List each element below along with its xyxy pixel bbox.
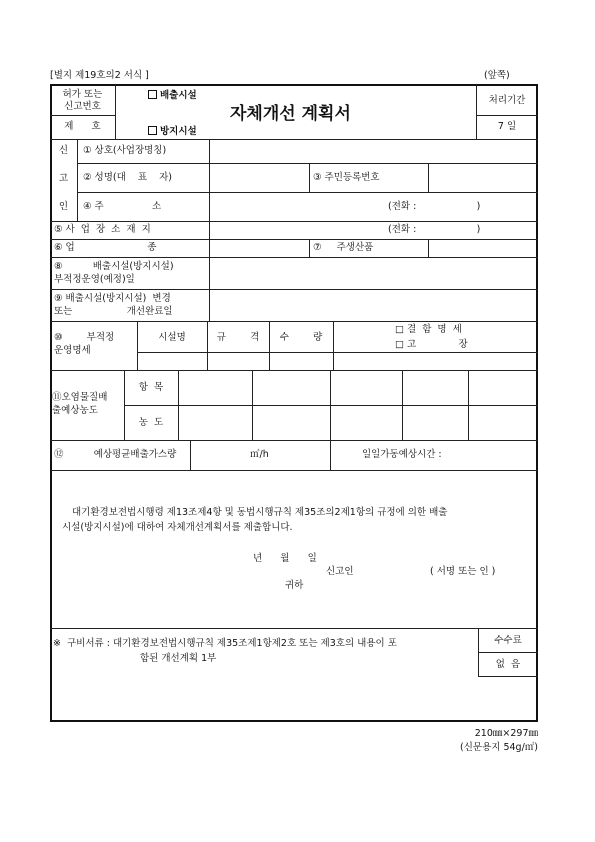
divider: [333, 321, 334, 370]
divider: [428, 239, 429, 257]
declaration-text: 대기환경보전법시행령 제13조제4항 및 동법시행규칙 제35조의2제1항의 규정에 의한 배출: [72, 507, 448, 518]
divider: [178, 370, 179, 440]
divider: [50, 221, 538, 222]
change-completion-label: ⑨ 배출시설(방지시설) 변경: [54, 293, 171, 304]
representative-name-label: ② 성명(대 표 자): [83, 172, 172, 183]
divider: [209, 257, 210, 321]
permit-label: 신고번호: [64, 101, 101, 112]
site-location-label: ⑤ 사 업 장 소 재 지: [54, 224, 151, 235]
breakdown-option[interactable]: □ 고 장: [395, 339, 468, 350]
divider: [50, 470, 538, 471]
document-title: 자체개선 계획서: [230, 104, 351, 124]
quantity-header: 수 량: [279, 332, 323, 343]
divider: [252, 370, 253, 440]
applicant-side-label: 고: [58, 173, 69, 184]
divider: [330, 370, 331, 440]
paper-spec: (신문용지 54g/㎡): [460, 742, 538, 753]
divider: [309, 239, 310, 257]
defect-detail-option[interactable]: □ 결 함 명 세: [395, 324, 462, 335]
pollutant-concentration-row-label: 농 도: [138, 417, 164, 428]
divider: [478, 676, 538, 677]
change-completion-label: 또는 개선완료일: [54, 306, 173, 317]
recipient-label: 귀하: [285, 580, 304, 591]
resident-number-label: ③ 주민등록번호: [313, 172, 380, 183]
divider: [468, 370, 469, 440]
form-reference: [별지 제19호의2 서식 ]: [50, 70, 149, 81]
processing-period-value: 7 일: [497, 121, 517, 132]
paper-size: 210㎜×297㎜: [474, 728, 538, 739]
divider: [137, 352, 538, 353]
pollutant-concentration-label: 출예상농도: [52, 405, 98, 416]
fee-label: 수수료: [494, 635, 522, 646]
company-name-label: ① 상호(사업장명칭): [83, 145, 167, 156]
signature-label: ( 서명 또는 인 ): [430, 566, 496, 577]
exhaust-gas-volume-label: ⑫ 예상평균배출가스량: [54, 449, 177, 460]
applicant-phone: (전화 : ): [388, 201, 481, 212]
industry-label: ⑥ 업 종: [54, 242, 157, 253]
divider: [77, 163, 538, 164]
divider: [50, 115, 115, 116]
declaration-text: 시설(방지시설)에 대하여 자체개선계획서를 제출합니다.: [62, 522, 293, 533]
applicant-side-label: 인: [58, 201, 69, 212]
divider: [50, 239, 538, 240]
improper-operation-label: ⑧ 배출시설(방지시설): [54, 261, 174, 272]
divider: [50, 289, 538, 290]
improper-operation-detail-label: ⑩ 부적정: [54, 332, 115, 343]
divider: [478, 652, 538, 653]
required-documents: 함된 개선계획 1부: [140, 653, 217, 664]
improper-operation-label: 부적정운영(예정)일: [54, 274, 135, 285]
divider: [50, 440, 538, 441]
processing-period-label: 처리기간: [488, 95, 526, 106]
divider: [309, 163, 310, 192]
divider: [207, 321, 208, 370]
divider: [190, 440, 191, 470]
daily-operation-hours-label: 일일가동예상시간 :: [362, 449, 442, 460]
pollutant-item-label: 항 목: [138, 382, 164, 393]
main-product-label: ⑦ 주생산품: [313, 242, 374, 253]
divider: [209, 139, 210, 257]
divider: [77, 192, 538, 193]
divider: [50, 628, 538, 629]
checkbox[interactable]: [148, 90, 157, 99]
divider: [428, 163, 429, 192]
permit-number: 제 호: [64, 121, 101, 132]
divider: [115, 84, 116, 139]
date-field: 년 월 일: [253, 553, 317, 564]
option-emission-facility[interactable]: [148, 90, 197, 101]
facility-name-header: 시설명: [158, 332, 186, 343]
gas-unit: ㎥/h: [250, 449, 269, 460]
divider: [50, 321, 538, 322]
divider: [476, 115, 538, 116]
applicant-side-label: 신: [58, 145, 69, 156]
page-side-label: (앞쪽): [484, 70, 510, 81]
divider: [330, 440, 331, 470]
pollutant-concentration-label: ⑪오염물질배: [52, 392, 108, 403]
divider: [77, 139, 78, 221]
divider: [50, 257, 538, 258]
option-label: 방지시설: [160, 126, 197, 137]
declarant-label: 신고인: [326, 566, 354, 577]
address-label: ④ 주 소: [83, 201, 162, 212]
divider: [50, 139, 538, 140]
option-prevention-facility[interactable]: [148, 126, 197, 137]
divider: [402, 370, 403, 440]
checkbox[interactable]: [148, 126, 157, 135]
site-phone: (전화 : ): [388, 224, 481, 235]
spec-header: 규 격: [216, 332, 260, 343]
option-label: 배출시설: [160, 90, 197, 101]
required-documents: ※ 구비서류 : 대기환경보전법시행규칙 제35조제1항제2호 또는 제3호의 내용이 포: [53, 638, 397, 649]
divider: [124, 405, 538, 406]
fee-value: 없 음: [495, 659, 521, 670]
improper-operation-detail-label: 운영명세: [54, 345, 91, 356]
divider: [124, 370, 125, 440]
permit-label: 허가 또는: [62, 89, 103, 100]
divider: [269, 321, 270, 370]
divider: [137, 321, 138, 370]
